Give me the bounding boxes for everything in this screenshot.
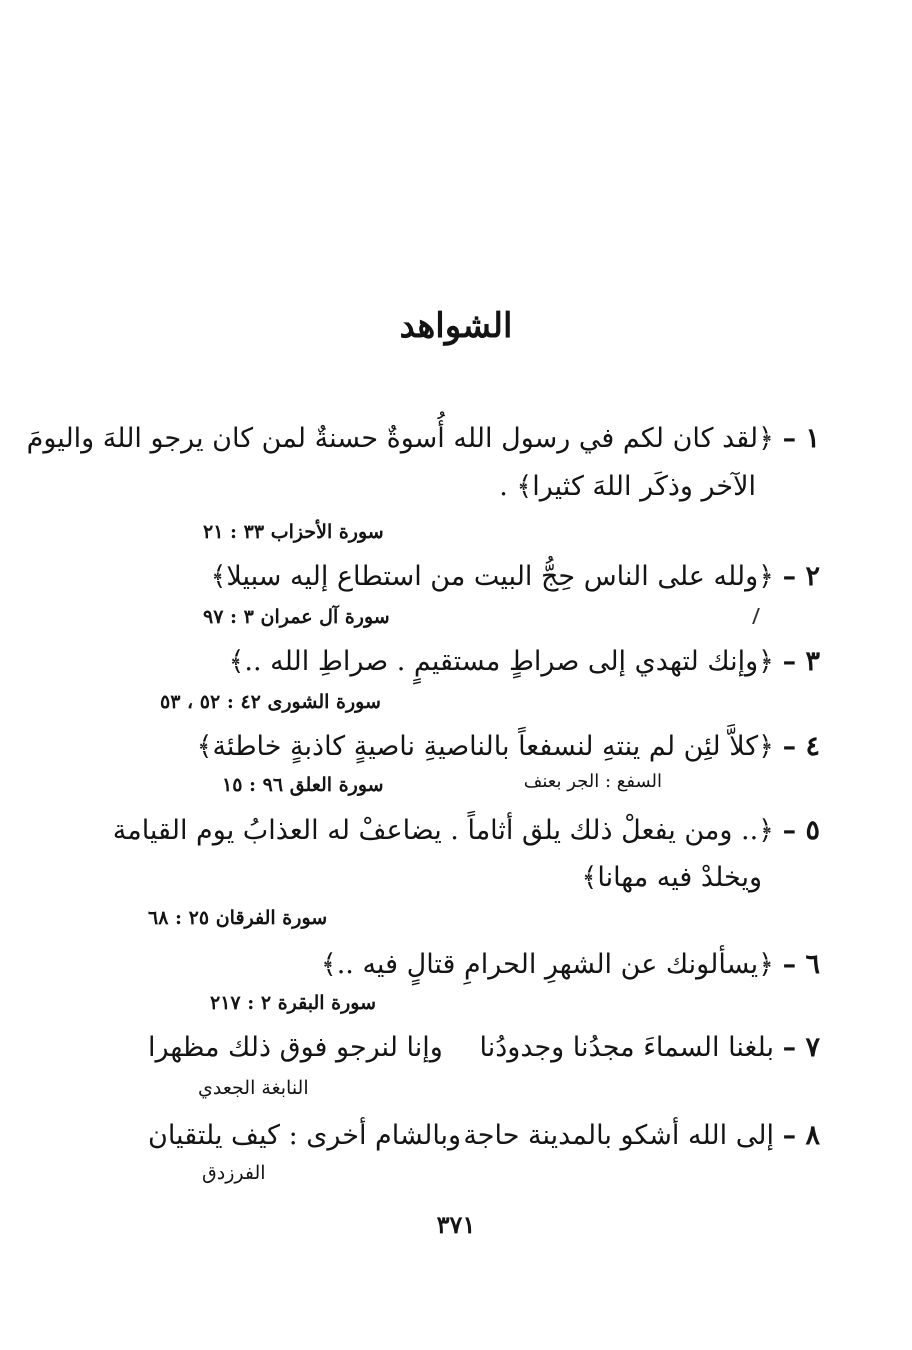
first-hemistich: إلى الله أشكو بالمدينة حاجة <box>463 1120 774 1151</box>
verse-text: ﴿يسألونك عن الشهرِ الحرامِ قتالٍ فيه ..﴾ <box>320 949 774 980</box>
poem-line-8 <box>463 1113 820 1159</box>
item-number: ٦ – <box>782 949 820 980</box>
verse-text: ﴿وإنك لتهدي إلى صراطٍ مستقيمٍ . صراطِ الله ..﴾ <box>228 646 774 677</box>
item-number: ١ – <box>782 423 820 454</box>
verse-text: ﴿كلاَّ لئِن لم ينتهِ لنسفعاً بالناصيةِ ناصيةٍ كاذبةٍ خاطئة﴾ <box>196 731 774 762</box>
item-number: ٨ – <box>782 1120 820 1151</box>
poet-name: الفرزدق <box>202 1162 266 1184</box>
surah-reference: سورة الشورى ٤٢ : ٥٢ ، ٥٣ <box>160 691 381 713</box>
item-number: ٥ – <box>782 815 820 846</box>
verse-text: ﴿ولله على الناس حِجُّ البيت من استطاع إليه سبيلا﴾ <box>210 561 774 592</box>
verse-5 <box>112 808 820 854</box>
surah-reference: سورة البقرة ٢ : ٢١٧ <box>210 992 377 1014</box>
verse-1-continuation: الآخر وذكَر اللهَ كثيرا﴾ . <box>499 471 756 502</box>
poem-line-7 <box>480 1025 820 1071</box>
second-hemistich: وبالشام أخرى : كيف يلتقيان <box>148 1120 462 1151</box>
item-number: ٤ – <box>782 731 820 762</box>
item-number: ٣ – <box>782 646 820 677</box>
page-title: الشواهد <box>399 306 513 346</box>
item-number: ٢ – <box>782 561 820 592</box>
verse-1 <box>26 416 820 462</box>
verse-6 <box>140 942 820 988</box>
stray-mark <box>752 608 768 624</box>
word-gloss: السفع : الجر بعنف <box>523 771 662 792</box>
verse-3 <box>140 639 820 685</box>
surah-reference: سورة آل عمران ٣ : ٩٧ <box>203 606 390 628</box>
surah-reference: سورة الأحزاب ٣٣ : ٢١ <box>203 521 384 543</box>
page-number: ٣٧١ <box>436 1210 476 1239</box>
verse-5-continuation: ويخلدْ فيه مهانا﴾ <box>581 862 762 893</box>
verse-text: ﴿.. ومن يفعلْ ذلك يلق أثاماً . يضاعفْ له العذابُ يوم القيامة <box>112 815 774 846</box>
verse-text: ﴿لقد كان لكم في رسول الله أُسوةٌ حسنةٌ لمن كان يرجو اللهَ واليومَ <box>26 423 774 454</box>
item-number: ٧ – <box>782 1032 820 1063</box>
surah-reference: سورة العلق ٩٦ : ١٥ <box>222 774 384 796</box>
verse-2 <box>140 554 820 600</box>
verse-4 <box>140 724 820 770</box>
poet-name: النابغة الجعدي <box>198 1077 309 1099</box>
surah-reference: سورة الفرقان ٢٥ : ٦٨ <box>148 907 328 929</box>
second-hemistich: وإنا لنرجو فوق ذلك مظهرا <box>148 1032 443 1063</box>
first-hemistich: بلغنا السماءَ مجدُنا وجدودُنا <box>479 1032 774 1063</box>
